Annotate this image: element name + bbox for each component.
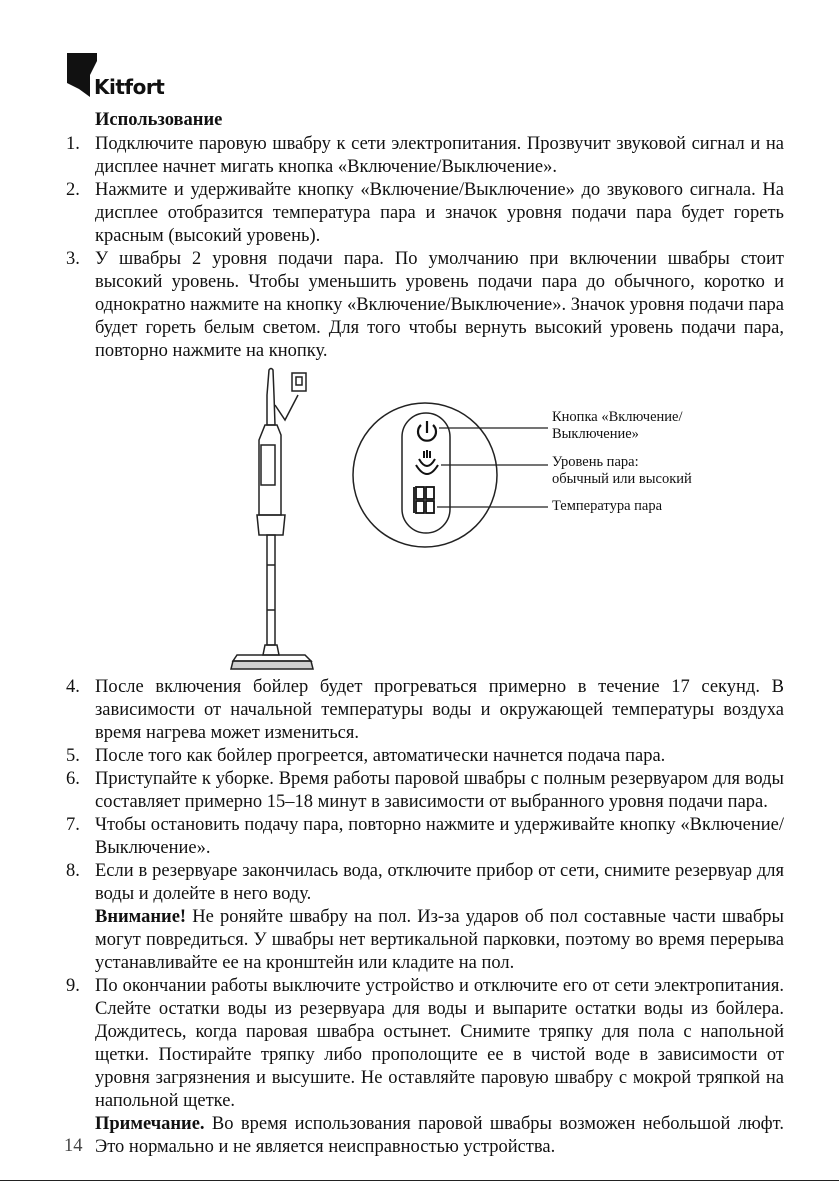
bottom-divider xyxy=(0,1180,839,1181)
temperature-caption: Температура пара xyxy=(552,498,663,514)
list-item: 9. По окончании работы выключите устройство и отключите его от сети электропитания. Слейте остатки воды из резервуара для воды и выпарите остатки воды из бойлера. Дождитесь, когда паровая швабра остынет. Снимите тряпку для пола с напольной щетки. Постирайте тряпку либо прополощите ее в чистой воде в зависимости от уровня загрязнения и высушите. Не оставляйте паровую швабру с мокрой тряпкой на напольной щетке. xyxy=(66,976,784,1111)
list-item: 5. После того как бойлер прогреется, автоматически начнется подача пара. xyxy=(66,746,666,766)
instructions-top xyxy=(60,133,784,363)
warning-label: Внимание! xyxy=(95,907,187,927)
note-label: Примечание. xyxy=(95,1114,205,1134)
brand-logo xyxy=(67,53,167,103)
list-item: 4. После включения бойлер будет прогреваться примерно в течение 17 секунд. В зависимости от начальной температуры воды и окружающей температуры воздуха время нагрева может измениться. xyxy=(66,677,784,743)
instructions-bottom xyxy=(60,676,784,1159)
steam-mop-figure xyxy=(225,365,725,675)
kitfort-logo-icon xyxy=(67,53,97,99)
steam-level-caption: Уровень пара: обычный или высокий xyxy=(552,454,692,487)
list-item: 8. Если в резервуаре закончилась вода, отключите прибор от сети, снимите резервуар для воды и долейте в него воду. xyxy=(66,861,784,904)
list-item: 6. Приступайте к уборке. Время работы паровой швабры с полным резервуаром для воды составляет примерно 15–18 минут в зависимости от выбранного уровня подачи пара. xyxy=(66,769,784,812)
power-button-caption: Кнопка «Включение/ Выключение» xyxy=(552,409,683,442)
list-item: 3. У швабры 2 уровня подачи пара. По умолчанию при включении швабры стоит высокий уровень. Чтобы уменьшить уровень подачи пара до обычного, коротко и однократно нажмите на кнопку «Включение/Выключение». Значок уровня подачи пара будет гореть белым светом. Для того чтобы вернуть высокий уровень подачи пара, повторно нажмите на кнопку. xyxy=(66,249,784,361)
warning-paragraph: Внимание! Не роняйте швабру на пол. Из-за ударов об пол составные части швабры могут повредиться. У швабры нет вертикальной парковки, поэтому во время перерыва устанавливайте ее на кронштейн или кладите на пол. xyxy=(95,907,784,973)
brand-name: Kitfort xyxy=(94,75,165,99)
list-item: 1. Подключите паровую швабру к сети электропитания. Прозвучит звуковой сигнал и на дисплее начнет мигать кнопка «Включение/Выключение». xyxy=(66,134,784,177)
page-number: 14 xyxy=(64,1136,83,1156)
power-icon xyxy=(418,421,436,441)
section-title: Использование xyxy=(95,110,223,130)
note-paragraph: Примечание. Во время использования паровой швабры возможен небольшой люфт. Это нормально и не является неисправностью устройства. xyxy=(95,1114,784,1157)
list-item: 7. Чтобы остановить подачу пара, повторно нажмите и удерживайте кнопку «Включение/Выключение». xyxy=(66,815,784,858)
list-item: 2. Нажмите и удерживайте кнопку «Включение/Выключение» до звукового сигнала. На дисплее отобразится температура пара и значок уровня подачи пара будет гореть красным (высокий уровень). xyxy=(66,180,784,246)
steam-level-icon xyxy=(416,450,438,474)
temperature-display-icon xyxy=(414,487,434,513)
